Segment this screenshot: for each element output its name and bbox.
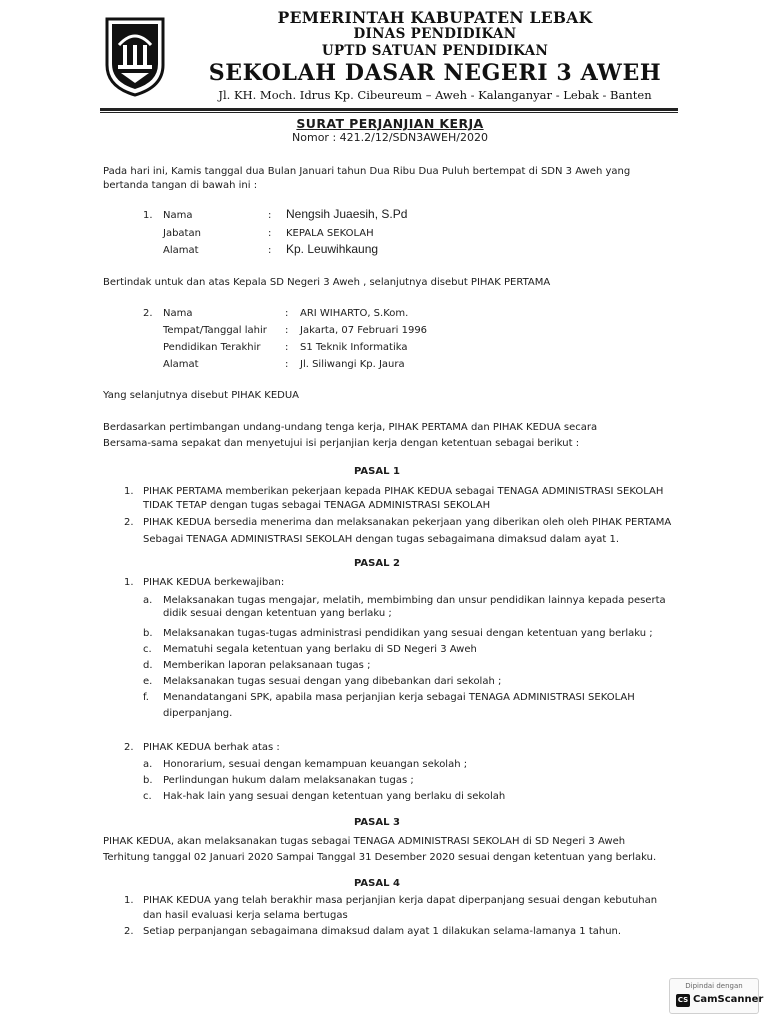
header-agency: DINAS PENDIDIKAN: [353, 26, 517, 42]
header-divider-thin: [100, 112, 678, 113]
party1-value: KEPALA SEKOLAH: [286, 228, 374, 239]
party2-sep: :: [285, 325, 289, 336]
party2-sep: :: [285, 342, 289, 353]
duty-letter: e.: [143, 676, 153, 687]
party1-label: Jabatan: [163, 228, 201, 239]
duty-letter: a.: [143, 595, 153, 606]
pasal-4-item-line: dan hasil evaluasi kerja selama bertugas: [143, 910, 348, 921]
party2-note: Yang selanjutnya disebut PIHAK KEDUA: [103, 390, 300, 401]
pasal-4-item-line: Setiap perpanjangan sebagaimana dimaksud dalam ayat 1 dilakukan selama-lamanya 1 tahun.: [143, 926, 622, 937]
party1-label: Nama: [163, 210, 193, 221]
pasal-4-item-number: 2.: [124, 926, 134, 937]
header-address: Jl. KH. Moch. Idrus Kp. Cibeureum – Aweh - Kalanganyar - Lebak - Banten: [218, 88, 652, 102]
pasal-1-item-line: PIHAK KEDUA bersedia menerima dan melaksanakan pekerjaan yang diberikan oleh oleh PIHAK PERTAMA: [143, 517, 672, 528]
pasal-3-heading: PASAL 3: [354, 817, 400, 828]
right-letter: a.: [143, 759, 153, 770]
pasal-1-item-line: TIDAK TETAP dengan tugas sebagai TENAGA ADMINISTRASI SEKOLAH: [143, 500, 491, 511]
duty-letter: c.: [143, 644, 152, 655]
school-emblem-icon: [103, 15, 167, 97]
party2-label: Nama: [163, 308, 193, 319]
party2-number: 2.: [143, 308, 153, 319]
party2-label: Tempat/Tanggal lahir: [163, 325, 267, 336]
pasal-3-line: PIHAK KEDUA, akan melaksanakan tugas sebagai TENAGA ADMINISTRASI SEKOLAH di SD Negeri 3 Aweh: [103, 836, 626, 847]
party1-number: 1.: [143, 210, 153, 221]
pasal-2-item-number: 1.: [124, 577, 134, 588]
header-school-name: SEKOLAH DASAR NEGERI 3 AWEH: [208, 60, 662, 86]
party1-value: Kp. Leuwihkaung: [286, 242, 379, 256]
duty-letter: f.: [143, 692, 149, 703]
right-text: Honorarium, sesuai dengan kemampuan keuangan sekolah ;: [163, 759, 468, 770]
duty-line: didik sesuai dengan ketentuan yang berlaku ;: [163, 608, 392, 619]
right-text: Hak-hak lain yang sesuai dengan ketentuan yang berlaku di sekolah: [163, 791, 506, 802]
camscanner-logo-icon: CS: [676, 994, 690, 1007]
party2-value: ARI WIHARTO, S.Kom.: [300, 308, 409, 319]
pasal-2-item-text: PIHAK KEDUA berkewajiban:: [143, 577, 285, 588]
party2-label: Pendidikan Terakhir: [163, 342, 261, 353]
duty-line: Melaksanakan tugas mengajar, melatih, membimbing dan unsur pendidikan lainnya kepada peserta: [163, 595, 666, 606]
pasal-4-item-line: PIHAK KEDUA yang telah berakhir masa perjanjian kerja dapat diperpanjang sesuai dengan kebutuhan: [143, 895, 658, 906]
intro-line: bertanda tangan di bawah ini :: [103, 180, 258, 191]
scanner-caption: Dipindai dengan: [685, 982, 743, 990]
party1-sep: :: [268, 245, 272, 256]
party2-sep: :: [285, 359, 289, 370]
basis-line: Berdasarkan pertimbangan undang-undang tenga kerja, PIHAK PERTAMA dan PIHAK KEDUA secara: [103, 422, 598, 433]
party2-value: Jl. Siliwangi Kp. Jaura: [300, 359, 405, 370]
camscanner-watermark: [669, 978, 764, 1014]
pasal-2-item-number: 2.: [124, 742, 134, 753]
party2-value: Jakarta, 07 Februari 1996: [300, 325, 428, 336]
duty-line: Melaksanakan tugas sesuai dengan yang dibebankan dari sekolah ;: [163, 676, 502, 687]
duty-line: Menandatangani SPK, apabila masa perjanjian kerja sebagai TENAGA ADMINISTRASI SEKOLAH: [163, 692, 635, 703]
pasal-1-item-number: 1.: [124, 486, 134, 497]
document-number: Nomor : 421.2/12/SDN3AWEH/2020: [292, 131, 488, 144]
pasal-1-item-number: 2.: [124, 517, 134, 528]
right-text: Perlindungan hukum dalam melaksanakan tugas ;: [163, 775, 414, 786]
party1-value: Nengsih Juaesih, S.Pd: [286, 207, 408, 221]
pasal-4-heading: PASAL 4: [354, 878, 400, 889]
right-letter: c.: [143, 791, 152, 802]
party1-sep: :: [268, 210, 272, 221]
party2-sep: :: [285, 308, 289, 319]
basis-line: Bersama-sama sepakat dan menyetujui isi perjanjian kerja dengan ketentuan sebagai berikut :: [103, 438, 580, 449]
duty-letter: b.: [143, 628, 153, 639]
right-letter: b.: [143, 775, 153, 786]
scanner-brand: CamScanner: [693, 994, 764, 1005]
party2-label: Alamat: [163, 359, 199, 370]
header-divider-thick: [100, 108, 678, 111]
party1-note: Bertindak untuk dan atas Kepala SD Negeri 3 Aweh , selanjutnya disebut PIHAK PERTAMA: [103, 277, 551, 288]
duty-line: Melaksanakan tugas-tugas administrasi pendidikan yang sesuai dengan ketentuan yang berlaku ;: [163, 628, 653, 639]
duty-line: Memberikan laporan pelaksanaan tugas ;: [163, 660, 371, 671]
pasal-1-heading: PASAL 1: [354, 466, 400, 477]
party1-label: Alamat: [163, 245, 199, 256]
pasal-2-item-text: PIHAK KEDUA berhak atas :: [143, 742, 280, 753]
pasal-1-item-line: PIHAK PERTAMA memberikan pekerjaan kepada PIHAK KEDUA sebagai TENAGA ADMINISTRASI SEKOLAH: [143, 486, 664, 497]
party1-sep: :: [268, 228, 272, 239]
pasal-3-line: Terhitung tanggal 02 Januari 2020 Sampai Tanggal 31 Desember 2020 sesuai dengan ketentuan yang berlaku.: [103, 852, 657, 863]
header-government: PEMERINTAH KABUPATEN LEBAK: [277, 8, 593, 27]
pasal-2-heading: PASAL 2: [354, 558, 400, 569]
party2-value: S1 Teknik Informatika: [300, 342, 408, 353]
duty-line: diperpanjang.: [163, 708, 233, 719]
intro-line: Pada hari ini, Kamis tanggal dua Bulan Januari tahun Dua Ribu Dua Puluh bertempat di SDN 3 Aweh yang: [103, 166, 631, 177]
pasal-4-item-number: 1.: [124, 895, 134, 906]
duty-letter: d.: [143, 660, 153, 671]
document-title: SURAT PERJANJIAN KERJA: [296, 116, 484, 131]
pasal-1-item-line: Sebagai TENAGA ADMINISTRASI SEKOLAH dengan tugas sebagaimana dimaksud dalam ayat 1.: [143, 534, 620, 545]
duty-line: Mematuhi segala ketentuan yang berlaku di SD Negeri 3 Aweh: [163, 644, 477, 655]
header-unit: UPTD SATUAN PENDIDIKAN: [321, 43, 549, 59]
